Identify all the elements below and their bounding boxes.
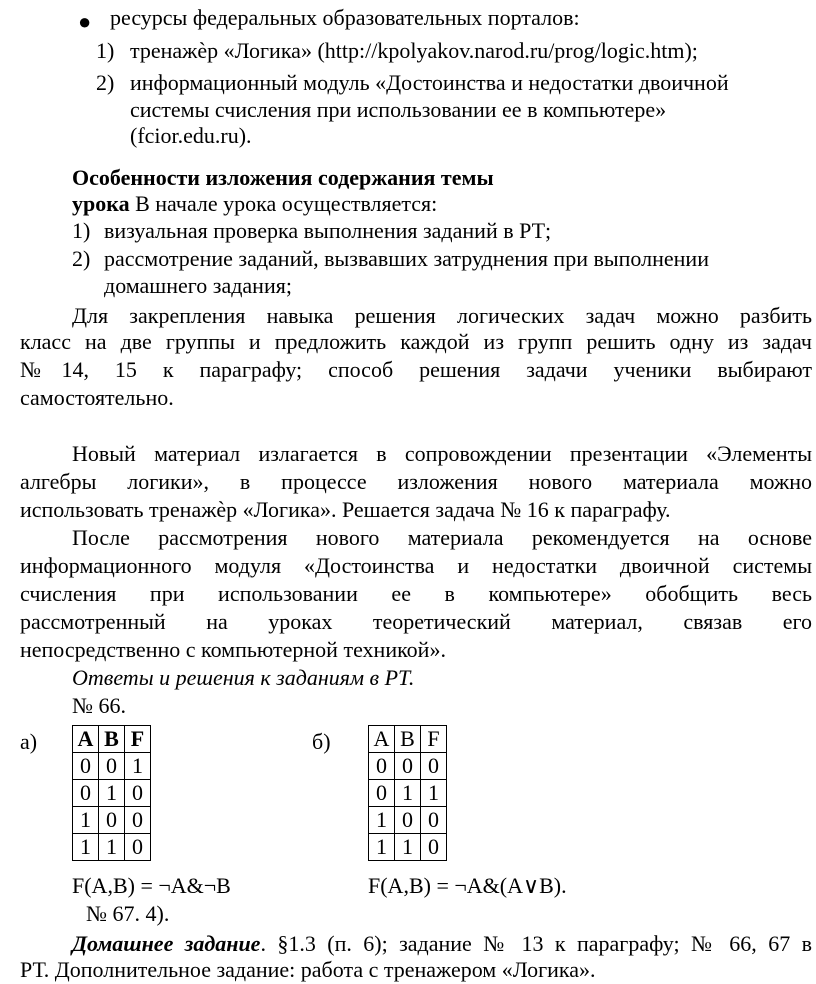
table-cell: 0 [99, 753, 125, 780]
p2-line-2: алгебры логики», в процессе изложения нового материала можно [20, 469, 812, 494]
bullet-icon: ● [78, 9, 92, 34]
task-67-answer: № 67. 4). [86, 901, 170, 926]
features-intro-text: В начале урока осуществляется: [129, 191, 438, 216]
features-intro [72, 190, 437, 218]
resource-item-2-num: 2) [96, 70, 115, 95]
table-cell: 1 [395, 780, 421, 807]
p1-line-1: Для закрепления навыка решения логических задач можно разбить [72, 303, 812, 328]
table-row [369, 807, 447, 834]
table-cell: 0 [369, 780, 395, 807]
feature-item-1-text: визуальная проверка выполнения заданий в РТ; [104, 218, 552, 243]
formula-b: F(A,B) = ¬A&(A∨B). [368, 873, 567, 898]
p3-line-1: После рассмотрения нового материала рекомендуется на основе [72, 525, 812, 550]
p1-line-2: класс на две группы и предложить каждой из групп решить одну из задач [20, 329, 812, 354]
table-cell: 1 [395, 834, 421, 861]
table-cell: 0 [99, 807, 125, 834]
table-cell: 1 [369, 807, 395, 834]
table-cell: 0 [369, 753, 395, 780]
table-row [73, 834, 151, 861]
homework-text: . §1.3 (п. 6); задание № 13 к параграфу; № 66, 67 в [260, 931, 812, 956]
features-heading-cont: урока [72, 191, 130, 216]
table-row [73, 753, 151, 780]
table-cell: 0 [395, 807, 421, 834]
table-header-row [369, 726, 447, 753]
table-cell: 0 [125, 834, 151, 861]
table-b-label: б) [312, 729, 331, 754]
table-cell: 0 [421, 834, 447, 861]
resource-item-1-text: тренажèр «Логика» (http://kpolyakov.narod.ru/prog/logic.htm); [130, 38, 698, 63]
table-header-cell: F [421, 726, 447, 753]
p3-line-4: рассмотренный на уроках теоретический материал, связав его [20, 609, 812, 634]
homework-label: Домашнее задание [72, 931, 261, 956]
table-cell: 0 [421, 753, 447, 780]
table-cell: 1 [99, 780, 125, 807]
table-header-row [73, 726, 151, 753]
resource-item-2-text-line3: (fcior.edu.ru). [130, 123, 252, 148]
table-cell: 0 [73, 780, 99, 807]
p3-line-3: счисления при использовании ее в компьютере» обобщить весь [20, 581, 812, 606]
homework-line-2: РТ. Дополнительное задание: работа с тренажером «Логика». [20, 957, 596, 982]
resource-item-2-text-line2: системы счисления при использовании ее в компьютере» [130, 97, 667, 122]
p2-line-1: Новый материал излагается в сопровождении презентации «Элементы [72, 441, 812, 466]
homework-line-1 [72, 930, 812, 958]
table-header-cell: F [125, 726, 151, 753]
table-cell: 1 [99, 834, 125, 861]
table-cell: 0 [125, 807, 151, 834]
p2-line-3: использовать тренажèр «Логика». Решается задача № 16 к параграфу. [20, 497, 671, 522]
table-a-label: а) [20, 729, 38, 754]
table-cell: 1 [73, 807, 99, 834]
resource-item-2-text-line1: информационный модуль «Достоинства и недостатки двоичной [130, 70, 729, 95]
table-cell: 1 [73, 834, 99, 861]
truth-table-a [72, 725, 151, 861]
truth-table-b [368, 725, 447, 861]
table-cell: 0 [395, 753, 421, 780]
table-cell: 0 [73, 753, 99, 780]
table-header-cell: A [369, 726, 395, 753]
p1-line-4: самостоятельно. [20, 385, 174, 410]
table-cell: 1 [369, 834, 395, 861]
table-row [369, 753, 447, 780]
formula-a: F(A,B) = ¬A&¬B [72, 873, 231, 898]
table-header-cell: B [99, 726, 125, 753]
table-header-cell: B [395, 726, 421, 753]
table-row [73, 807, 151, 834]
table-cell: 1 [421, 780, 447, 807]
feature-item-2-num: 2) [72, 246, 91, 271]
p3-line-2: информационного модуля «Достоинства и недостатки двоичной системы [20, 553, 812, 578]
p3-line-5: непосредственно с компьютерной техникой». [20, 637, 446, 662]
task-66-number: № 66. [72, 693, 126, 718]
table-row [369, 834, 447, 861]
features-heading: Особенности изложения содержания темы [72, 165, 494, 190]
feature-item-2-text-line1: рассмотрение заданий, вызвавших затруднения при выполнении [104, 246, 709, 271]
table-cell: 1 [125, 753, 151, 780]
table-cell: 0 [421, 807, 447, 834]
answers-heading: Ответы и решения к заданиям в РТ. [72, 665, 415, 690]
feature-item-1-num: 1) [72, 218, 91, 243]
table-header-cell: A [73, 726, 99, 753]
resources-bullet-text: ресурсы федеральных образовательных порталов: [110, 5, 580, 30]
table-cell: 0 [125, 780, 151, 807]
p1-line-3: №14, 15 к параграфу; способ решения задачи ученики выбирают [20, 357, 812, 382]
table-row [73, 780, 151, 807]
resource-item-1-num: 1) [96, 38, 115, 63]
feature-item-2-text-line2: домашнего задания; [104, 273, 292, 298]
table-row [369, 780, 447, 807]
